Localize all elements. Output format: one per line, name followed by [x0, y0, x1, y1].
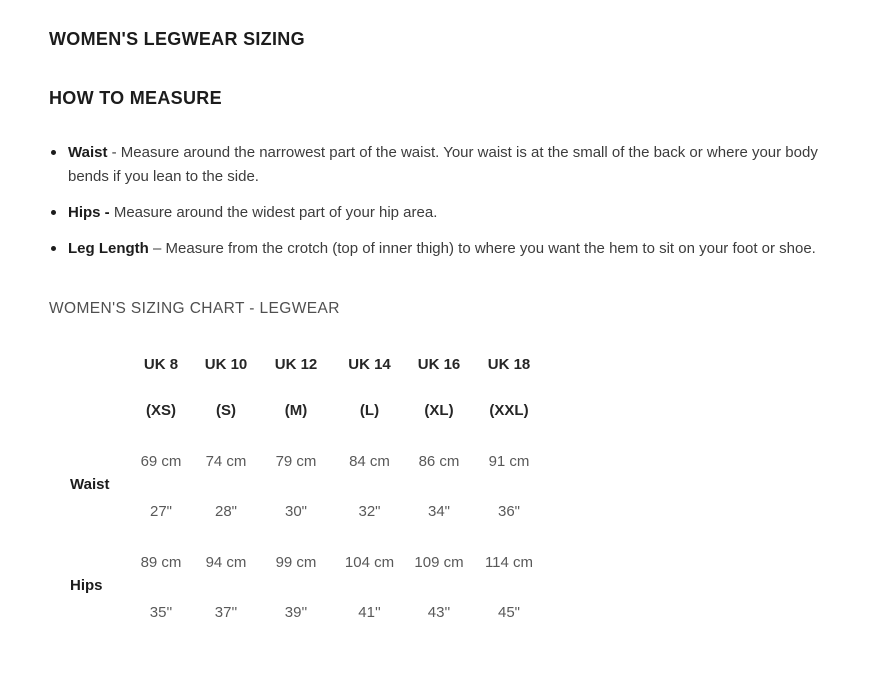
- measurement-cell: [129, 434, 193, 535]
- measurement-cell: [193, 535, 259, 636]
- cm-value: 114 cm: [484, 553, 534, 571]
- cm-value: 79 cm: [275, 452, 317, 470]
- page-title: WOMEN'S LEGWEAR SIZING: [49, 29, 305, 49]
- measurement-cell: [472, 434, 546, 535]
- letter-header-cell: (S): [216, 402, 236, 419]
- measurement-cell: [333, 535, 406, 636]
- size-header-cell: UK 12: [274, 355, 318, 373]
- empty-corner-cell: [49, 341, 129, 387]
- inch-value: 36": [497, 502, 520, 520]
- measurement-cell: [129, 535, 193, 636]
- inch-value: 28": [214, 502, 237, 520]
- size-header-cell: UK 14: [348, 355, 391, 373]
- list-item-leg-length: [49, 237, 821, 261]
- measurement-cell: [259, 535, 333, 636]
- sizing-chart-title: WOMEN'S SIZING CHART - LEGWEAR: [49, 300, 340, 317]
- section-heading-how-to-measure: HOW TO MEASURE: [49, 88, 222, 108]
- cm-value: 94 cm: [205, 553, 247, 571]
- term-separator: –: [148, 240, 166, 257]
- inch-value: 45": [497, 603, 520, 621]
- letter-header-cell: (XS): [146, 402, 176, 419]
- letter-size-header-row: [49, 387, 546, 434]
- measurement-cell: [472, 535, 546, 636]
- cm-value: 99 cm: [275, 553, 317, 571]
- size-header-cell: UK 16: [417, 355, 461, 373]
- table-row-waist: [49, 434, 546, 535]
- size-header-row: [49, 341, 546, 387]
- inch-value: 30": [284, 502, 307, 520]
- term-hips: Hips -: [68, 204, 110, 221]
- letter-header-cell: (L): [359, 402, 380, 419]
- instruction-text-waist: Measure around the narrowest part of the waist. Your waist is at the small of the back or where your body bends if you lean to the side.: [68, 144, 818, 185]
- inch-value: 37'': [214, 603, 238, 621]
- letter-header-cell: (M): [284, 402, 308, 419]
- inch-value: 39'': [284, 603, 308, 621]
- cm-value: 89 cm: [140, 553, 182, 571]
- term-waist: Waist: [68, 144, 108, 161]
- measurement-cell: [406, 535, 472, 636]
- inch-value: 41'': [358, 603, 381, 621]
- cm-value: 91 cm: [488, 452, 530, 470]
- table-row-hips: [49, 535, 546, 636]
- inch-value: 35'': [149, 603, 173, 621]
- instruction-text-hips: Measure around the widest part of your hip area.: [113, 204, 438, 221]
- measurement-cell: [259, 434, 333, 535]
- empty-corner-cell: [49, 387, 129, 434]
- measurement-cell: [406, 434, 472, 535]
- inch-value: 32": [358, 502, 381, 520]
- row-label-waist: Waist: [70, 476, 110, 493]
- term-separator: -: [107, 144, 121, 161]
- bullet-icon: [51, 246, 56, 251]
- term-leg-length: Leg Length: [68, 240, 149, 257]
- cm-value: 69 cm: [140, 452, 182, 470]
- cm-value: 74 cm: [205, 452, 247, 470]
- measurement-cell: [333, 434, 406, 535]
- cm-value: 84 cm: [349, 452, 390, 470]
- sizing-table: [49, 341, 546, 636]
- letter-header-cell: (XXL): [489, 402, 529, 419]
- size-header-cell: UK 18: [487, 355, 531, 373]
- measurement-cell: [193, 434, 259, 535]
- letter-header-cell: (XL): [424, 402, 454, 419]
- cm-value: 104 cm: [344, 553, 395, 571]
- cm-value: 86 cm: [418, 452, 460, 470]
- size-header-cell: UK 10: [204, 355, 248, 373]
- cm-value: 109 cm: [414, 553, 464, 571]
- row-label-hips: Hips: [70, 577, 103, 594]
- list-item-hips: [49, 201, 821, 225]
- inch-value: 34": [427, 502, 450, 520]
- instruction-text-leg-length: Measure from the crotch (top of inner thigh) to where you want the hem to sit on your foot or shoe.: [165, 240, 816, 257]
- bullet-icon: [51, 150, 56, 155]
- inch-value: 43'': [427, 603, 451, 621]
- size-header-cell: UK 8: [143, 355, 179, 373]
- measure-instructions-list: [49, 141, 838, 261]
- list-item-waist: [49, 141, 821, 189]
- bullet-icon: [51, 210, 56, 215]
- inch-value: 27": [149, 502, 172, 520]
